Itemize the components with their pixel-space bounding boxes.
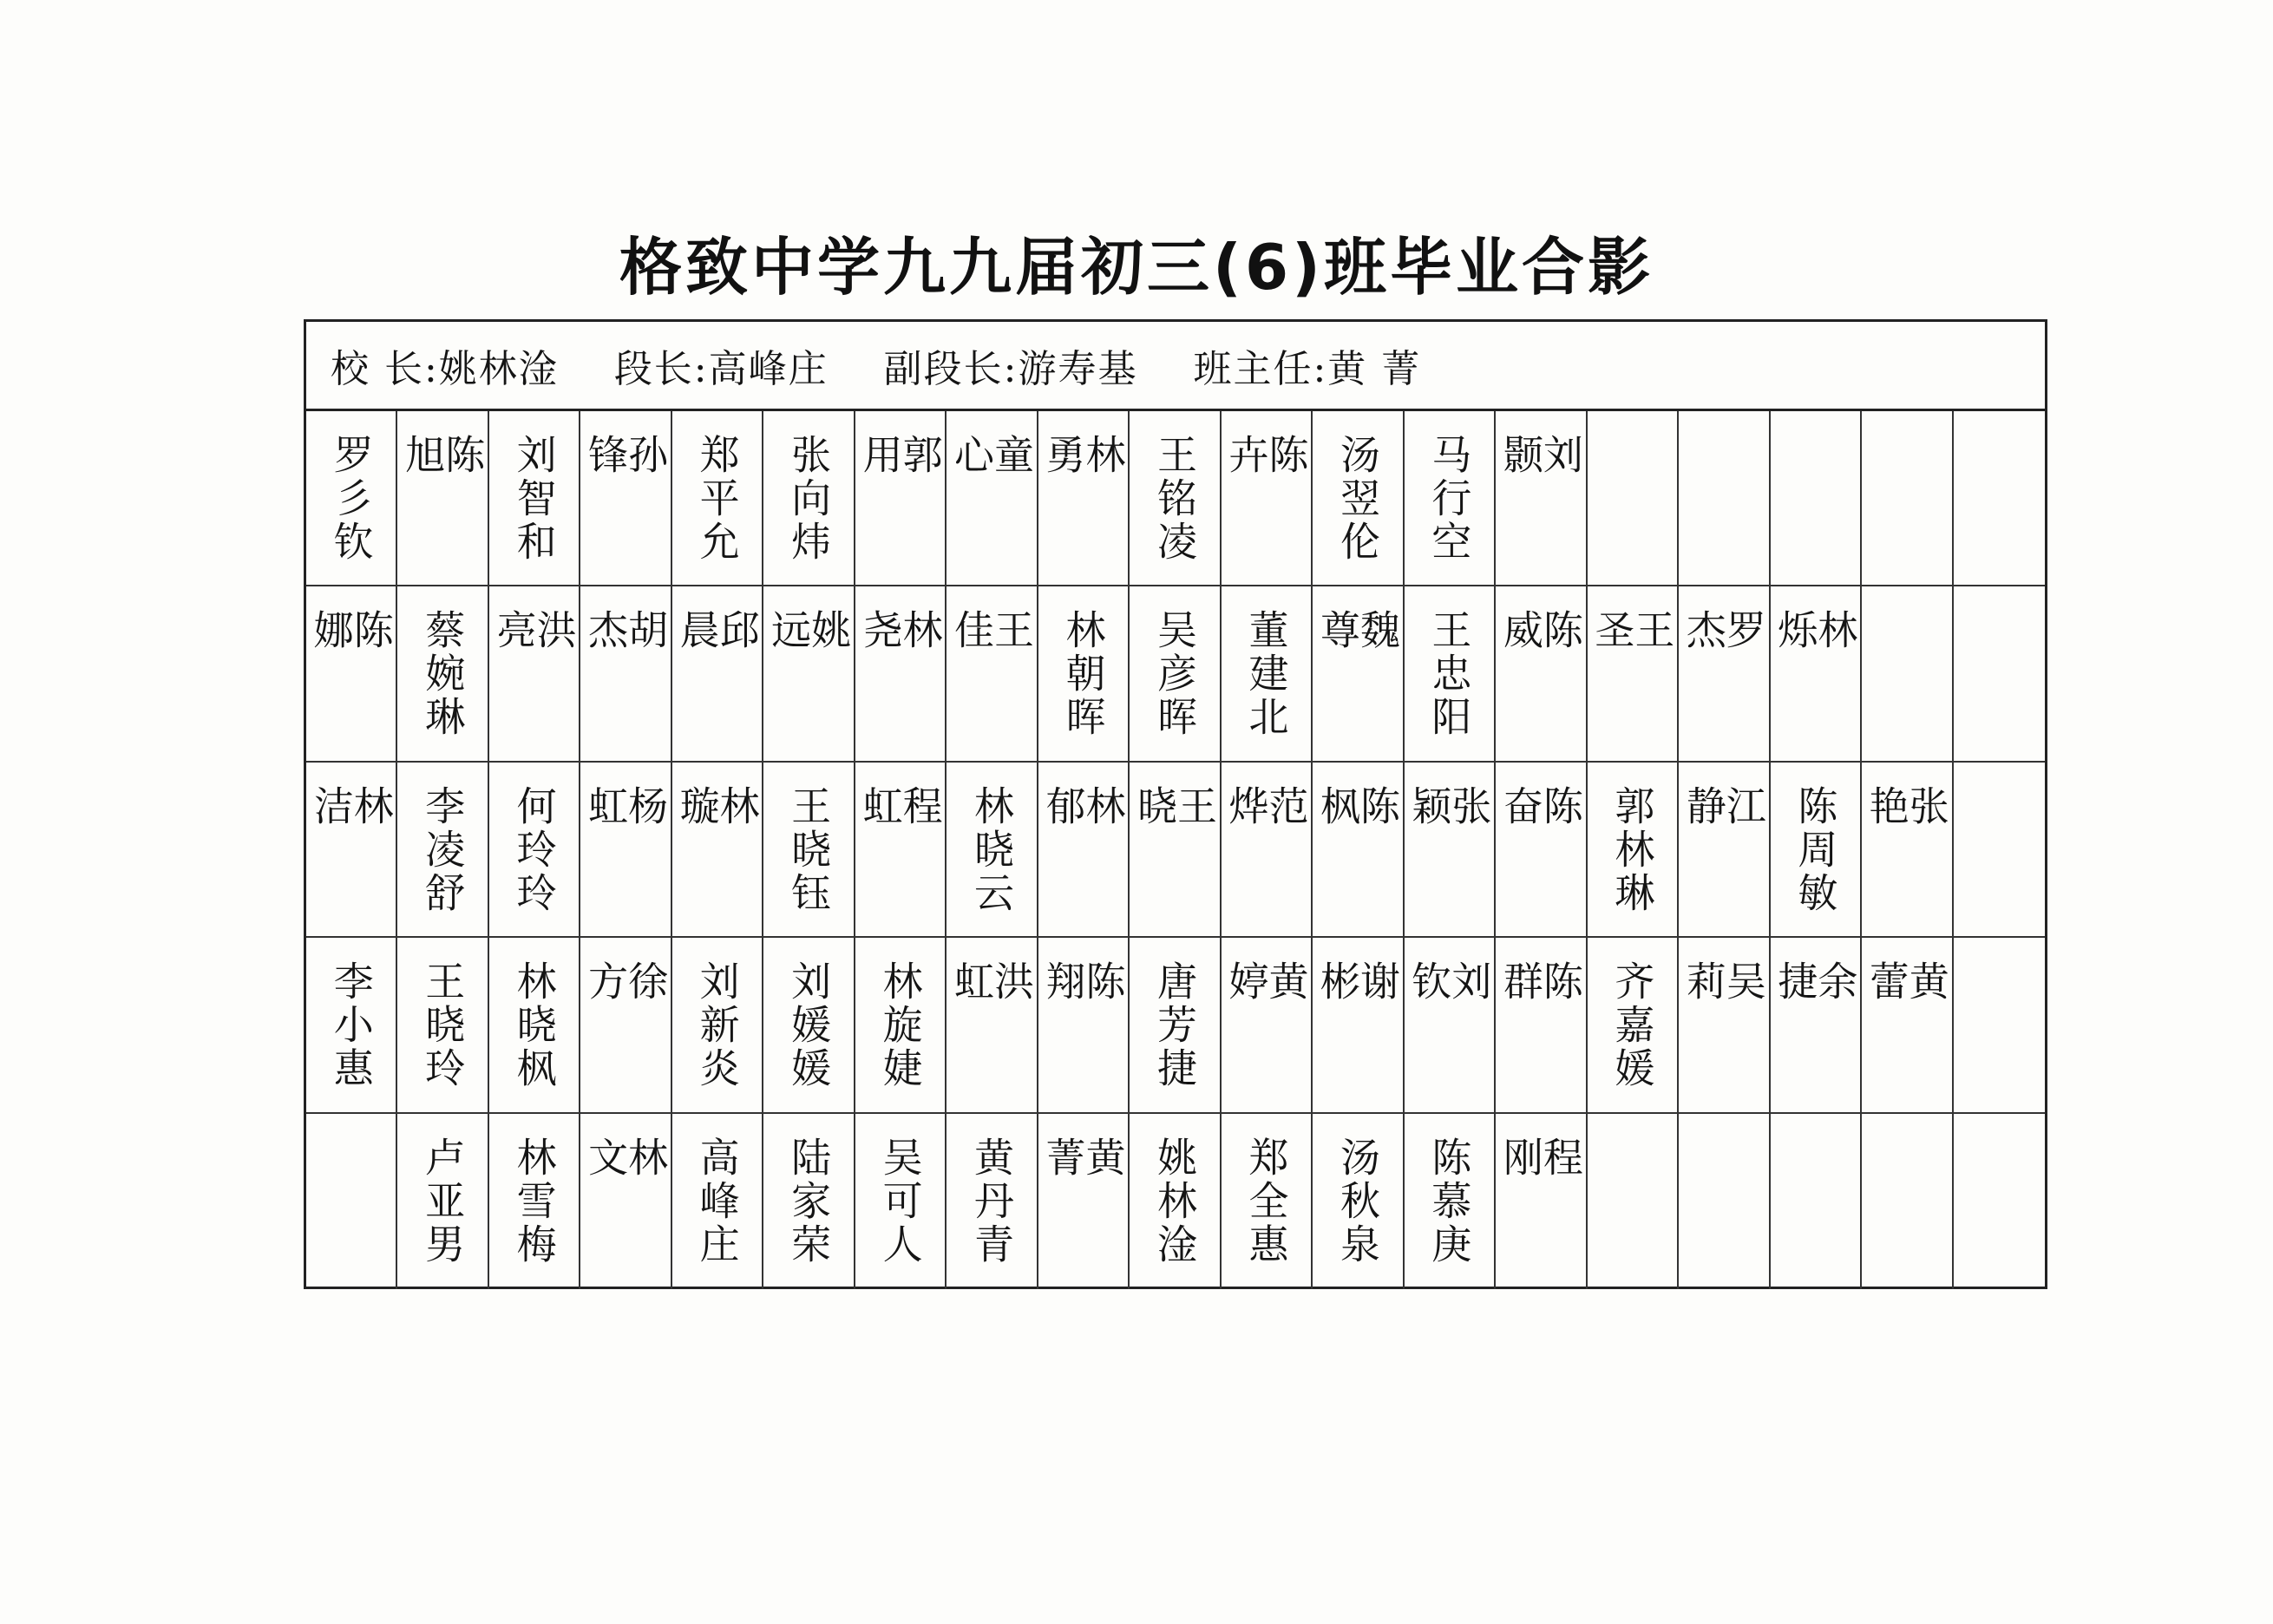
- name-cell: [1222, 411, 1313, 586]
- student-name: 吴可人: [876, 1136, 924, 1267]
- name-cell: [947, 938, 1038, 1113]
- student-name: 张艳: [1863, 784, 1950, 870]
- student-name: 郑平允: [693, 434, 741, 564]
- name-cell: [855, 938, 947, 1113]
- student-name: 陈娜: [307, 609, 395, 695]
- student-name: 罗杰: [1680, 609, 1767, 695]
- staff-principal: 校 长:姚林淦: [331, 347, 559, 391]
- student-name: 胡杰: [582, 609, 670, 695]
- student-name: 卢亚男: [419, 1136, 467, 1267]
- name-cell: [489, 938, 580, 1113]
- student-name: 洪虹: [948, 960, 1036, 1046]
- name-cell: [1405, 586, 1496, 762]
- name-cell: [1222, 586, 1313, 762]
- name-cell: [1313, 1114, 1404, 1289]
- name-cell: [947, 586, 1038, 762]
- student-name: 张向炜: [785, 434, 833, 564]
- name-cell: [397, 763, 488, 938]
- student-name: 王圣: [1588, 609, 1676, 695]
- student-name: 刘颢: [1497, 434, 1584, 519]
- name-cell: [580, 763, 671, 938]
- student-name: 黄婷: [1222, 960, 1310, 1046]
- student-name: 陈翔: [1039, 960, 1127, 1046]
- name-cell: [1405, 411, 1496, 586]
- staff-grade-head: 段长:高峰庄: [613, 347, 829, 391]
- name-cell: [306, 763, 397, 938]
- name-cell: [489, 1114, 580, 1289]
- name-cell: [1496, 938, 1587, 1113]
- name-cell: [1862, 763, 1953, 938]
- name-cell: [1038, 938, 1130, 1113]
- name-cell: [1679, 411, 1770, 586]
- name-cell: [1862, 938, 1953, 1113]
- name-cell: [1038, 1114, 1130, 1289]
- name-cell: [1588, 586, 1679, 762]
- name-cell: [672, 1114, 763, 1289]
- student-name: 范烨: [1222, 784, 1310, 870]
- student-name: 江静: [1680, 784, 1767, 870]
- student-name: 林郁: [1039, 784, 1127, 870]
- name-cell: [763, 1114, 855, 1289]
- student-name: 林朝晖: [1059, 609, 1107, 740]
- name-cell: [397, 1114, 488, 1289]
- name-cell: [1405, 938, 1496, 1113]
- student-name: 陈奋: [1497, 784, 1584, 870]
- student-name: 陈群: [1497, 960, 1584, 1046]
- student-name: 王晓: [1130, 784, 1218, 870]
- student-name: 陈卉: [1222, 434, 1310, 519]
- student-name: 陈慕庚: [1425, 1136, 1473, 1267]
- name-cell: [1588, 411, 1679, 586]
- student-name: 王佳: [948, 609, 1036, 695]
- student-name: 黄丹青: [968, 1136, 1016, 1267]
- student-name: 张颖: [1405, 784, 1493, 870]
- name-cell: [397, 938, 488, 1113]
- student-name: 唐芳捷: [1150, 960, 1198, 1091]
- name-cell: [1405, 763, 1496, 938]
- name-cell: [1038, 411, 1130, 586]
- student-name: 汤秋泉: [1333, 1136, 1381, 1267]
- name-cell: [1954, 763, 2045, 938]
- student-name: 林璇: [673, 784, 761, 870]
- name-cell: [1130, 938, 1221, 1113]
- name-cell: [672, 411, 763, 586]
- name-cell: [763, 763, 855, 938]
- student-name: 黄蕾: [1863, 960, 1950, 1046]
- name-cell: [1771, 938, 1862, 1113]
- name-cell: [489, 411, 580, 586]
- name-cell: [1771, 1114, 1862, 1289]
- name-cell: [855, 411, 947, 586]
- student-name: 黄菁: [1039, 1136, 1127, 1221]
- name-cell: [1496, 586, 1587, 762]
- student-name: 陈周敏: [1792, 784, 1839, 915]
- name-cell: [1313, 411, 1404, 586]
- name-cell: [947, 411, 1038, 586]
- name-cell: [1038, 763, 1130, 938]
- name-cell: [672, 938, 763, 1113]
- name-cell: [580, 1114, 671, 1289]
- student-name: 陈旭: [399, 434, 487, 519]
- student-name-grid: [306, 411, 2045, 1289]
- student-name: 姚远: [765, 609, 853, 695]
- student-name: 魏尊: [1313, 609, 1401, 695]
- student-name: 姚林淦: [1150, 1136, 1198, 1267]
- student-name: 林烁: [1772, 609, 1859, 695]
- student-name: 刘媛媛: [785, 960, 833, 1091]
- name-cell: [397, 586, 488, 762]
- name-cell: [763, 411, 855, 586]
- name-cell: [1313, 586, 1404, 762]
- student-name: 孙锋: [582, 434, 670, 519]
- student-name: 林勇: [1039, 434, 1127, 519]
- name-cell: [1954, 1114, 2045, 1289]
- student-name: 王晓玲: [419, 960, 467, 1091]
- name-cell: [1313, 938, 1404, 1113]
- student-name: 王忠阳: [1425, 609, 1473, 740]
- student-name: 林晓枫: [510, 960, 558, 1091]
- student-name: 邱晨: [673, 609, 761, 695]
- student-name: 洪亮: [490, 609, 578, 695]
- name-cell: [1222, 763, 1313, 938]
- name-cell: [1130, 411, 1221, 586]
- name-cell: [947, 763, 1038, 938]
- student-name: 吴彦晖: [1150, 609, 1198, 740]
- student-name: 林雪梅: [510, 1136, 558, 1267]
- name-cell: [580, 938, 671, 1113]
- name-cell: [1313, 763, 1404, 938]
- student-name: 郭用: [856, 434, 944, 519]
- student-name: 李凌舒: [419, 784, 467, 915]
- student-name: 郑全惠: [1242, 1136, 1290, 1267]
- name-cell: [306, 411, 397, 586]
- student-name: 马行空: [1425, 434, 1473, 564]
- name-cell: [1496, 763, 1587, 938]
- student-name: 刘钦: [1405, 960, 1493, 1046]
- name-cell: [1954, 586, 2045, 762]
- name-cell: [1496, 1114, 1587, 1289]
- name-cell: [1222, 938, 1313, 1113]
- name-cell: [1130, 763, 1221, 938]
- page-title: 格致中学九九届初三(6)班毕业合影: [619, 231, 1654, 304]
- name-cell: [1771, 586, 1862, 762]
- name-cell: [763, 586, 855, 762]
- staff-row: [306, 322, 2045, 411]
- student-name: 余捷: [1772, 960, 1859, 1046]
- student-name: 董建北: [1242, 609, 1290, 740]
- name-cell: [1405, 1114, 1496, 1289]
- name-cell: [855, 1114, 947, 1289]
- student-name: 童心: [948, 434, 1036, 519]
- student-name: 何玲玲: [510, 784, 558, 915]
- name-cell: [1862, 586, 1953, 762]
- name-table: [304, 319, 2047, 1289]
- student-name: 李小惠: [327, 960, 375, 1091]
- student-name: 徐方: [582, 960, 670, 1046]
- student-name: 刘新炎: [693, 960, 741, 1091]
- name-cell: [1130, 1114, 1221, 1289]
- name-cell: [580, 411, 671, 586]
- student-name: 杨虹: [582, 784, 670, 870]
- name-cell: [306, 1114, 397, 1289]
- name-cell: [1496, 411, 1587, 586]
- name-cell: [1679, 1114, 1770, 1289]
- name-cell: [1862, 1114, 1953, 1289]
- student-name: 程虹: [856, 784, 944, 870]
- name-cell: [1038, 586, 1130, 762]
- student-name: 陆家荣: [785, 1136, 833, 1267]
- student-name: 汤翌伦: [1333, 434, 1381, 564]
- name-cell: [855, 763, 947, 938]
- name-cell: [306, 938, 397, 1113]
- student-name: 蔡婉琳: [419, 609, 467, 740]
- name-cell: [1679, 938, 1770, 1113]
- staff-class-teacher: 班主任:黄 菁: [1193, 347, 1422, 391]
- student-name: 林尧: [856, 609, 944, 695]
- name-cell: [855, 586, 947, 762]
- student-name: 吴莉: [1680, 960, 1767, 1046]
- name-cell: [1771, 411, 1862, 586]
- name-cell: [1588, 763, 1679, 938]
- name-cell: [1771, 763, 1862, 938]
- student-name: 王晓钰: [785, 784, 833, 915]
- student-name: 郭林琳: [1608, 784, 1656, 915]
- student-name: 林旋婕: [876, 960, 924, 1091]
- name-cell: [763, 938, 855, 1113]
- name-cell: [397, 411, 488, 586]
- student-name: 陈枫: [1313, 784, 1401, 870]
- name-cell: [1588, 938, 1679, 1113]
- name-cell: [306, 586, 397, 762]
- student-name: 林洁: [307, 784, 395, 870]
- name-cell: [1862, 411, 1953, 586]
- name-cell: [672, 763, 763, 938]
- name-cell: [1130, 586, 1221, 762]
- name-cell: [489, 586, 580, 762]
- name-cell: [947, 1114, 1038, 1289]
- name-cell: [672, 586, 763, 762]
- name-cell: [1222, 1114, 1313, 1289]
- staff-deputy-grade-head: 副段长:游寿基: [883, 347, 1138, 391]
- name-cell: [1679, 586, 1770, 762]
- name-cell: [489, 763, 580, 938]
- student-name: 王铭凌: [1150, 434, 1198, 564]
- student-name: 程刚: [1497, 1136, 1584, 1221]
- student-name: 高峰庄: [693, 1136, 741, 1267]
- student-name: 陈威: [1497, 609, 1584, 695]
- name-cell: [1588, 1114, 1679, 1289]
- student-name: 刘智和: [510, 434, 558, 564]
- name-cell: [580, 586, 671, 762]
- name-cell: [1954, 938, 2045, 1113]
- student-name: 林晓云: [968, 784, 1016, 915]
- student-name: 谢彬: [1313, 960, 1401, 1046]
- student-name: 齐嘉媛: [1608, 960, 1656, 1091]
- name-cell: [1954, 411, 2045, 586]
- student-name: 林文: [582, 1136, 670, 1221]
- student-name: 罗彡钦: [327, 434, 375, 564]
- name-cell: [1679, 763, 1770, 938]
